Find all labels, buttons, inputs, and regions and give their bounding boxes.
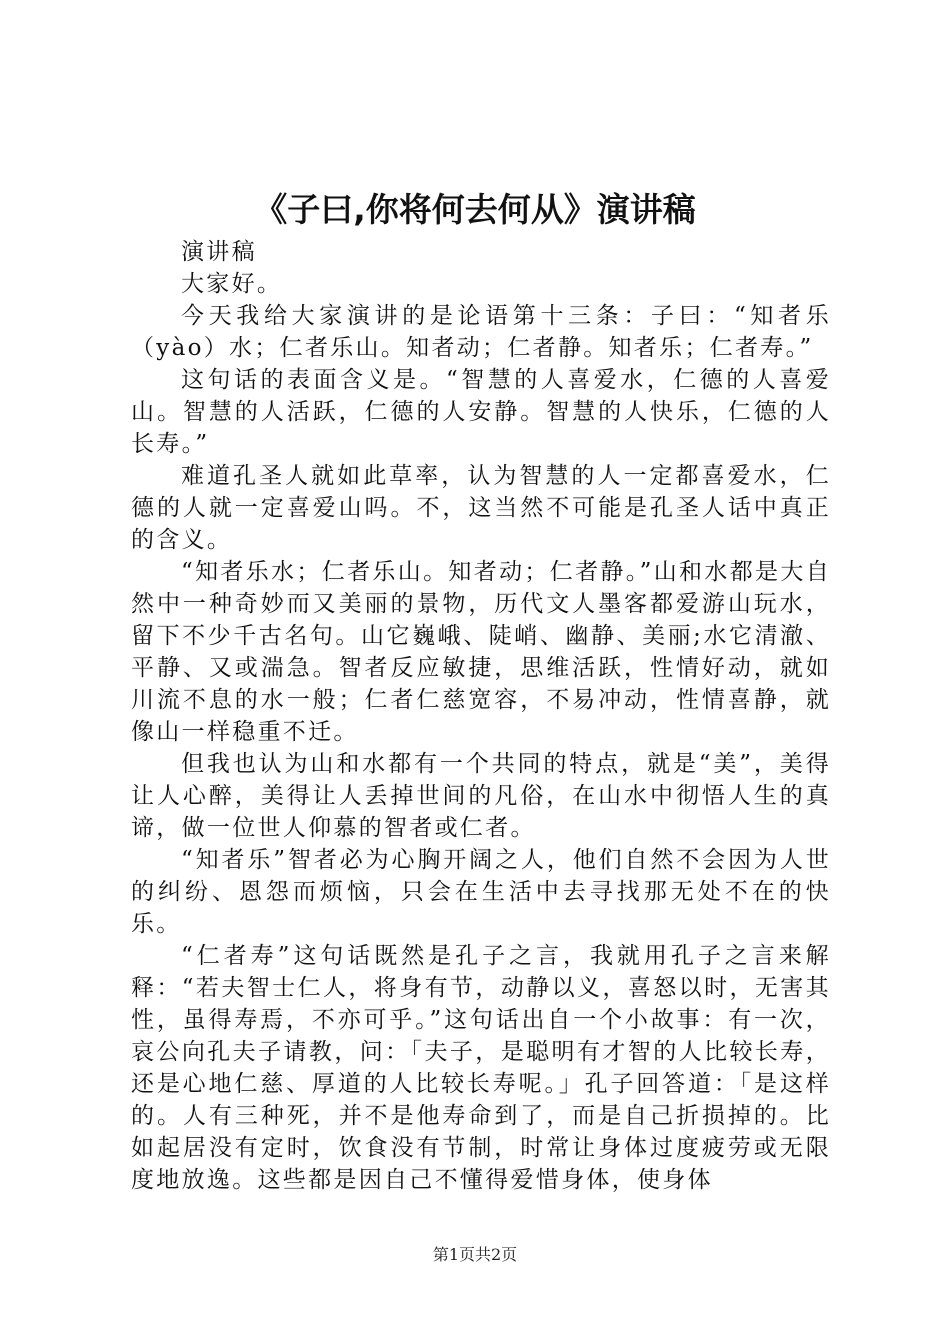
paragraph: 演讲稿	[181, 239, 257, 265]
paragraph: 但我也认为山和水都有一个共同的特点，就是“美”，美得让人心醉，美得让人丢掉世间的凡俗，在山水中彻悟人生的真谛，做一位世人仰慕的智者或仁者。	[131, 751, 831, 841]
document-body	[131, 236, 831, 1196]
document-title: 《子曰,你将何去何从》演讲稿	[254, 190, 696, 229]
paragraph: 大家好。	[181, 271, 283, 297]
page-number-current: 第1页	[432, 1245, 475, 1264]
paragraph: 这句话的表面含义是。“智慧的人喜爱水，仁德的人喜爱山。智慧的人活跃，仁德的人安静。智慧的人快乐，仁德的人长寿。”	[131, 367, 831, 457]
page-footer	[0, 1244, 950, 1266]
paragraph: 难道孔圣人就如此草率，认为智慧的人一定都喜爱水，仁德的人就一定喜爱山吗。不，这当然不可能是孔圣人话中真正的含义。	[131, 463, 831, 553]
page-number-total: 共2页	[475, 1245, 518, 1264]
paragraph: 今天我给大家演讲的是论语第十三条：子曰：“知者乐（yào）水；仁者乐山。知者动；仁者静。知者乐；仁者寿。”	[131, 303, 831, 361]
paragraph: “仁者寿”这句话既然是孔子之言，我就用孔子之言来解释：“若夫智士仁人，将身有节，动静以义，喜怒以时，无害其性，虽得寿焉，不亦可乎。”这句话出自一个小故事：有一次，哀公向孔夫子请教，问：「夫子，是聪明有才智的人比较长寿，还是心地仁慈、厚道的人比较长寿呢。」孔子回答道：「是这样的。人有三种死，并不是他寿命到了，而是自己折损掉的。比如起居没有定时，饮食没有节制，时常让身体过度疲劳或无限度地放逸。这些都是因自己不懂得爱惜身体，使身体	[131, 943, 831, 1193]
paragraph: “知者乐水；仁者乐山。知者动；仁者静。”山和水都是大自然中一种奇妙而又美丽的景物，历代文人墨客都爱游山玩水，留下不少千古名句。山它巍峨、陡峭、幽静、美丽;水它清澈、平静、又或湍急。智者反应敏捷，思维活跃，性情好动，就如川流不息的水一般；仁者仁慈宽容，不易冲动，性情喜静，就像山一样稳重不迁。	[131, 559, 831, 745]
paragraph: “知者乐”智者必为心胸开阔之人，他们自然不会因为人世的纠纷、恩怨而烦恼，只会在生活中去寻找那无处不在的快乐。	[131, 847, 831, 937]
